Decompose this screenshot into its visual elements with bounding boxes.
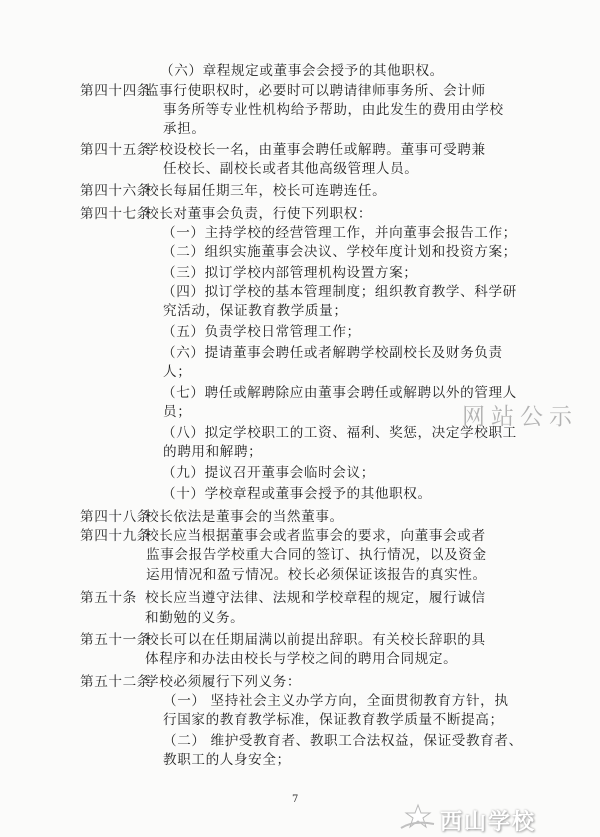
line-text: 事务所等专业性机构给予帮助，由此发生的费用由学校 <box>163 102 504 118</box>
article-number: 第五十一条 <box>80 632 151 648</box>
article-number: 第五十条 <box>80 590 137 606</box>
school-logo <box>398 802 588 834</box>
article-number: 第四十九条 <box>80 528 151 544</box>
line-text: 监事会报告学校重大合同的签订、执行情况，以及资金 <box>146 547 487 563</box>
school-logo-text: 西山学校 <box>440 810 537 835</box>
line-text: 行国家的教育教学标准，保证教育教学质量不断提高； <box>163 712 504 728</box>
line-text: 员； <box>163 404 192 420</box>
line-text: 校长应当遵守法律、法规和学校章程的规定，履行诚信 <box>145 590 486 606</box>
website-notice-stamp: 网站公示 <box>462 404 578 430</box>
line-text: 的聘用和解聘； <box>163 444 263 460</box>
line-text: 承担。 <box>163 121 206 137</box>
line-text: 校长可以在任期届满以前提出辞职。有关校长辞职的具 <box>145 632 486 648</box>
line-text: 学校设校长一名，由董事会聘任或解聘。董事可受聘兼 <box>145 142 486 158</box>
article-number: 第五十二条 <box>80 674 151 690</box>
line-text: 校长对董事会负责，行使下列职权： <box>145 206 373 222</box>
line-text: （六）章程规定或董事会会授予的其他职权。 <box>160 63 444 79</box>
article-number: 第四十四条 <box>80 83 151 99</box>
line-text: （一） 坚持社会主义办学方向，全面贯彻教育方针，执 <box>163 693 509 709</box>
article-number: 第四十五条 <box>80 142 151 158</box>
line-text: 和勤勉的义务。 <box>145 610 245 626</box>
line-text: 任校长、副校长或者其他高级管理人员。 <box>163 161 419 177</box>
line-text: 教职工的人身安全； <box>163 752 291 768</box>
line-text: 校长依法是董事会的当然董事。 <box>145 509 344 525</box>
line-text: （二） 维护受教育者、教职工合法权益，保证受教育者、 <box>163 733 523 749</box>
line-text: （二）组织实施董事会决议、学校年度计划和投资方案； <box>162 244 517 260</box>
line-text: 校长应当根据董事会或者监事会的要求，向董事会或者 <box>145 528 486 544</box>
page-number: 7 <box>292 794 299 805</box>
line-text: 运用情况和盈亏情况。校长必须保证该报告的真实性。 <box>146 567 487 583</box>
line-text: （八）拟定学校职工的工资、福利、奖惩，决定学校职工 <box>162 425 517 441</box>
article-number: 第四十七条 <box>80 206 151 222</box>
line-text: 人； <box>163 364 192 380</box>
line-text: （三）拟订学校内部管理机构设置方案； <box>162 265 418 281</box>
line-text: （十）学校章程或董事会授予的其他职权。 <box>162 486 432 502</box>
line-text: 校长每届任期三年，校长可连聘连任。 <box>145 183 387 199</box>
line-text: 究活动，保证教育教学质量； <box>163 303 348 319</box>
article-number: 第四十八条 <box>80 509 151 525</box>
line-text: （七）聘任或解聘除应由董事会聘任或解聘以外的管理人 <box>162 385 517 401</box>
star-swoosh-icon <box>398 802 438 834</box>
line-text: （一）主持学校的经营管理工作，并向董事会报告工作； <box>162 225 517 241</box>
line-text: 监事行使职权时，必要时可以聘请律师事务所、会计师 <box>145 83 486 99</box>
article-number: 第四十六条 <box>80 183 151 199</box>
line-text: （六）提请董事会聘任或者解聘学校副校长及财务负责 <box>162 345 503 361</box>
line-text: 体程序和办法由校长与学校之间的聘用合同规定。 <box>145 651 458 667</box>
line-text: （五）负责学校日常管理工作； <box>162 324 361 340</box>
line-text: （四）拟订学校的基本管理制度；组织教育教学、科学研 <box>162 284 517 300</box>
line-text: （九）提议召开董事会临时会议； <box>162 465 375 481</box>
line-text: 学校必须履行下列义务： <box>145 674 302 690</box>
